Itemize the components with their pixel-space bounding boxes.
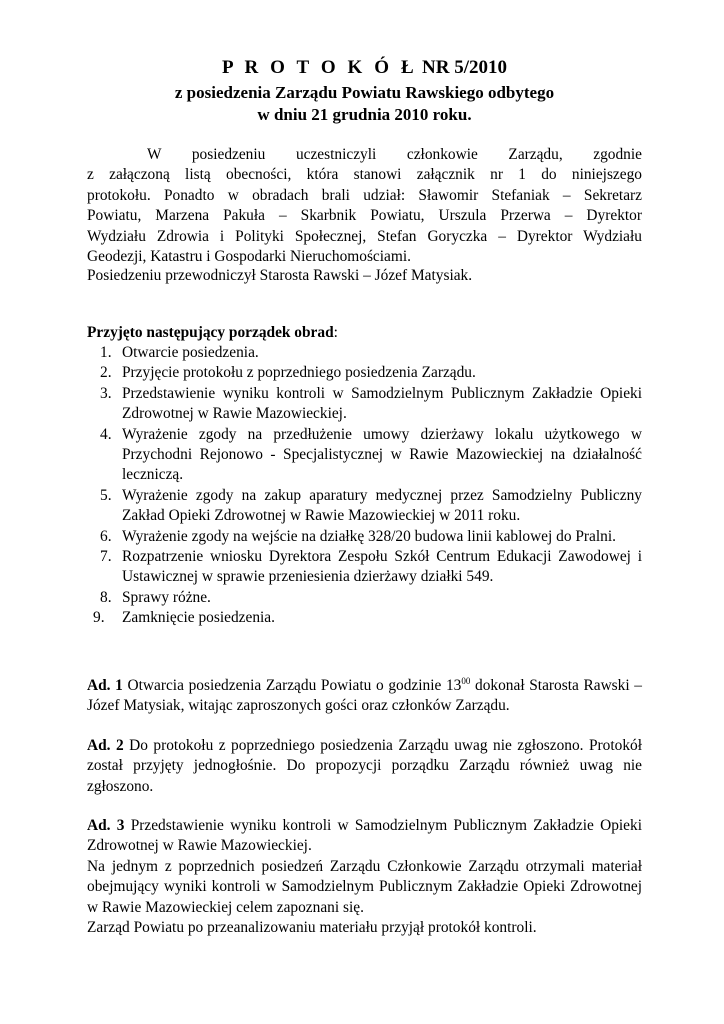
- agenda-item-text: Przedstawienie wyniku kontroli w Samodzielnym Publicznym Zakładzie Opieki Zdrowotnej w Rawie Mazowieckiej.: [122, 384, 642, 423]
- intro-line: W posiedzeniu uczestniczyli członkowie Zarządu, zgodnie: [147, 146, 642, 163]
- agenda-item-text: Rozpatrzenie wniosku Dyrektora Zespołu Szkół Centrum Edukacji Zawodowej i Ustawicznej w sprawie przeniesienia dzierżawy działki 549.: [122, 548, 642, 586]
- ad-2-paragraph: [87, 736, 642, 797]
- ad-1-paragraph: [87, 676, 642, 717]
- ad-3-text: Przedstawienie wyniku kontroli w Samodzielnym Publicznym Zakładzie Opieki Zdrowotnej w Rawie Mazowieckiej.: [87, 817, 642, 855]
- agenda-item: [87, 425, 642, 486]
- agenda-item: [87, 588, 642, 608]
- agenda-item-number: 5.: [100, 486, 112, 504]
- agenda-heading-colon: :: [333, 324, 338, 341]
- agenda-item-text: Wyrażenie zgody na przedłużenie umowy dzierżawy lokalu użytkowego w Przychodni Rejonowo - Specjalistycznej w Rawie Mazowieckiej na działalność leczniczą.: [122, 425, 642, 484]
- chair-sentence: Posiedzeniu przewodniczył Starosta Rawski – Józef Matysiak.: [87, 267, 473, 284]
- ad-3-intro: [87, 816, 642, 857]
- agenda-list: [87, 343, 642, 629]
- agenda-item-text: Otwarcie posiedzenia.: [122, 344, 259, 361]
- ad-3-body: Na jednym z poprzednich posiedzeń Zarządu Członkowie Zarządu otrzymali materiał obejmujący wyniki kontroli w Samodzielnym Publicznym Zakładzie Opieki Zdrowotnej w Rawie Mazowieckiej celem zapoznani się.: [87, 857, 642, 916]
- agenda-item: [87, 527, 642, 547]
- intro-line: protokołu. Ponadto w obradach brali udział: Sławomir Stefaniak – Sekretarz: [87, 186, 642, 204]
- intro-line: Geodezji, Katastru i Gospodarki Nieruchomościami.: [87, 248, 411, 266]
- agenda-item-text: Wyrażenie zgody na wejście na działkę 328/20 budowa linii kablowej do Pralni.: [122, 527, 616, 545]
- agenda-item-text: Przyjęcie protokołu z poprzedniego posiedzenia Zarządu.: [122, 364, 476, 382]
- agenda-item: [87, 343, 642, 363]
- ad-3-paragraph: [87, 816, 642, 938]
- agenda-item: [87, 547, 642, 588]
- intro-line: Powiatu, Marzena Pakuła – Skarbnik Powiatu, Urszula Przerwa – Dyrektor: [87, 207, 642, 225]
- document-title: [87, 57, 642, 79]
- agenda-item: [87, 363, 642, 383]
- title-number: NR 5/2010: [422, 57, 508, 78]
- agenda-item-number: 2.: [100, 364, 112, 382]
- ad-1-text-after: dokonał Starosta Rawski – Józef Matysiak, witając zaproszonych gości oraz członków Zarządu.: [87, 677, 642, 715]
- ad-1-time-superscript: 00: [461, 676, 471, 686]
- agenda-item-text: Zamknięcie posiedzenia.: [122, 609, 275, 627]
- intro-paragraph: [87, 145, 642, 267]
- agenda-item-text: Sprawy różne.: [122, 588, 211, 606]
- agenda-item: [87, 486, 642, 527]
- ad-2-text: Do protokołu z poprzedniego posiedzenia Zarządu uwag nie zgłoszono. Protokół został przyjęty jednogłośnie. Do propozycji porządku Zarządu również uwag nie zgłoszono.: [87, 737, 642, 795]
- ad-2-label: Ad. 2: [87, 737, 124, 754]
- agenda-item-number: 3.: [100, 384, 112, 402]
- agenda-item-number: 8.: [100, 588, 112, 606]
- agenda-item-number: 6.: [100, 527, 112, 545]
- ad-3-label: Ad. 3: [87, 817, 125, 834]
- agenda-item: [87, 608, 642, 628]
- subtitle-line-2: w dniu 21 grudnia 2010 roku.: [257, 105, 472, 124]
- intro-line: z załączoną listą obecności, która stanowi załącznik nr 1 do niniejszego: [87, 166, 642, 184]
- title-protokol: P R O T O K Ó Ł: [221, 57, 418, 78]
- intro-line: Wydziału Zdrowia i Polityki Społecznej, Stefan Goryczka – Dyrektor Wydziału: [87, 227, 642, 245]
- agenda-item-number: 1.: [100, 344, 112, 361]
- ad-3-conclusion: Zarząd Powiatu po przeanalizowaniu materiału przyjął protokół kontroli.: [87, 919, 537, 937]
- agenda-item-number: 4.: [100, 425, 112, 443]
- subtitle-line-1: z posiedzenia Zarządu Powiatu Rawskiego odbytego: [174, 83, 555, 102]
- agenda-heading-text: Przyjęto następujący porządek obrad: [87, 324, 334, 341]
- agenda-item-number: 9.: [93, 609, 105, 627]
- agenda-item: [87, 384, 642, 425]
- agenda-item-number: 7.: [100, 548, 112, 566]
- ad-1-text-before: Otwarcia posiedzenia Zarządu Powiatu o godzinie 13: [122, 677, 462, 694]
- ad-1-label: Ad. 1: [87, 677, 123, 694]
- agenda-heading: [87, 323, 642, 343]
- agenda-item-text: Wyrażenie zgody na zakup aparatury medycznej przez Samodzielny Publiczny Zakład Opieki Zdrowotnej w Rawie Mazowieckiej w 2011 roku.: [122, 486, 642, 525]
